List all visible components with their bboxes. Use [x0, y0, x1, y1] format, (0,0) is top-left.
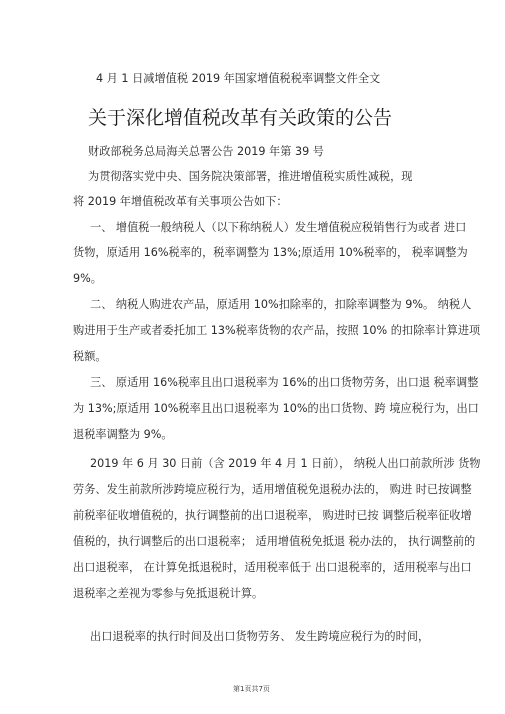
para2-line-2: 购进用于生产或者委托加工 13%税率货物的农产品，按照 10% 的扣除率计算进项 — [73, 324, 481, 337]
para4-line-3: 前税率征收增值税的，执行调整前的出口退税率， 购进时已按 调整后税率征收增 — [73, 509, 472, 522]
para3-line-2: 为 13%;原适用 10%税率且出口退税率为 10%的出口货物、跨 境应税行为，出口 — [73, 402, 479, 415]
page-footer: 第1页共7页 — [233, 685, 270, 693]
para2-line-3: 税额。 — [73, 350, 107, 363]
para4-line-1: 2019 年 6 月 30 日前（含 2019 年 4 月 1 日前）， 纳税人出口前款所涉 货物 — [90, 457, 481, 470]
document-title: 关于深化增值税改革有关政策的公告 — [88, 107, 393, 129]
intro-line-1: 为贯彻落实党中央、国务院决策部署，推进增值税实质性减税，现 — [88, 170, 413, 183]
para4-line-5: 出口退税率， 在计算免抵退税时，适用税率低于 出口退税率的，适用税率与出口 — [73, 561, 472, 574]
para4-line-6: 退税率之差视为零参与免抵退税计算。 — [73, 587, 264, 600]
para3-line-3: 退税率调整为 9%。 — [73, 428, 173, 441]
para4-line-2: 劳务、发生前款所涉跨境应税行为，适用增值税免退税办法的， 购进 时已按调整 — [73, 483, 472, 496]
header-line: 4 月 1 日减增值税 2019 年国家增值税税率调整文件全文 — [96, 72, 381, 85]
para1-line-3: 9%。 — [73, 272, 102, 285]
para1-line-2: 货物，原适用 16%税率的，税率调整为 13%;原适用 10%税率的， 税率调整为 — [73, 246, 468, 259]
para1-line-1: 一、 增值税一般纳税人（以下称纳税人）发生增值税应税销售行为或者 进口 — [90, 221, 467, 234]
intro-line-2: 将 2019 年增值税改革有关事项公告如下： — [73, 195, 288, 208]
para5-line-1: 出口退税率的执行时间及出口货物劳务、 发生跨境应税行为的时间， — [90, 630, 430, 643]
para3-line-1: 三、 原适用 16%税率且出口退税率为 16%的出口货物劳务，出口退 税率调整 — [90, 376, 479, 389]
issuer-line: 财政部税务总局海关总署公告 2019 年第 39 号 — [88, 145, 324, 158]
para2-line-1: 二、 纳税人购进农产品，原适用 10%扣除率的，扣除率调整为 9%。 纳税人 — [90, 298, 472, 311]
para4-line-4: 值税的，执行调整后的出口退税率； 适用增值税免抵退 税办法的， 执行调整前的 — [73, 535, 476, 548]
